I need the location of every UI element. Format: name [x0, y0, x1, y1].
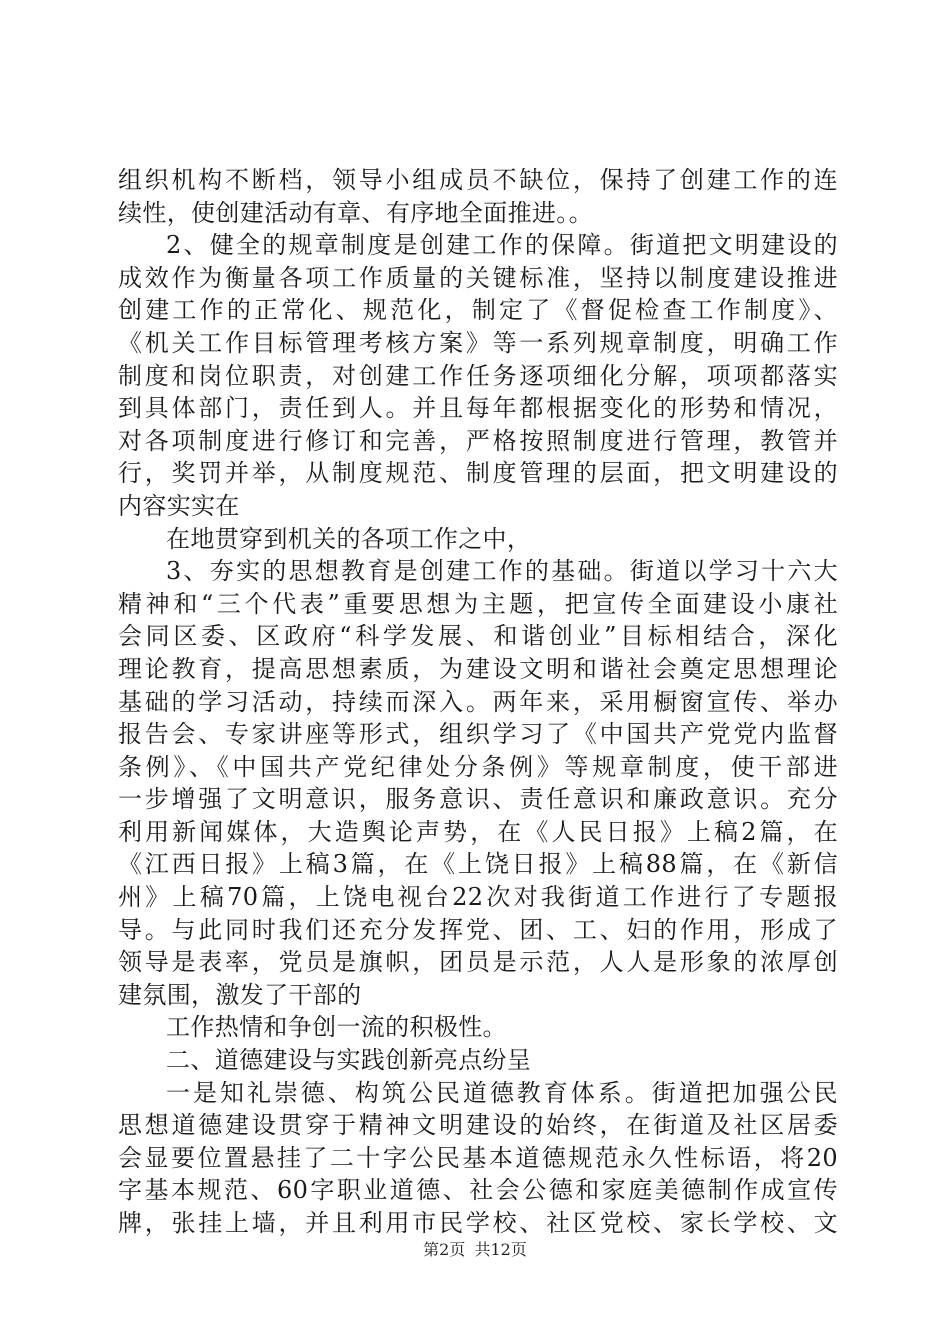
text-line: 《机关工作目标管理考核方案》等一系列规章制度，明确工作 — [118, 328, 838, 357]
text-line: 条例》、《中国共产党纪律处分条例》等规章制度，使干部进 — [118, 752, 838, 781]
text-line: 一步增强了文明意识，服务意识、责任意识和廉政意识。充分 — [118, 785, 838, 814]
text-line: 会同区委、区政府“科学发展、和谐创业”目标相结合，深化 — [118, 622, 838, 651]
text-line: 利用新闻媒体，大造舆论声势，在《人民日报》上稿2篇，在 — [118, 817, 838, 846]
text-line: 内容实实在 — [118, 491, 240, 520]
text-line: 字基本规范、60字职业道德、社会公德和家庭美德制作成宣传 — [118, 1176, 838, 1205]
text-line: 工作热情和争创一流的积极性。 — [166, 1013, 507, 1042]
page-footer — [0, 1240, 950, 1260]
text-line: 制度和岗位职责，对创建工作任务逐项细化分解，项项都落实 — [118, 361, 838, 390]
text-line: 建氛围，激发了干部的 — [118, 980, 362, 1009]
text-line: 成效作为衡量各项工作质量的关键标准，坚持以制度建设推进 — [118, 263, 838, 292]
text-line: 报告会、专家讲座等形式，组织学习了《中国共产党党内监督 — [118, 720, 838, 749]
text-line: 基础的学习活动，持续而深入。两年来，采用橱窗宣传、举办 — [118, 687, 838, 716]
text-line: 牌，张挂上墙，并且利用市民学校、社区党校、家长学校、文 — [118, 1209, 838, 1237]
text-line: 创建工作的正常化、规范化，制定了《督促检查工作制度》、 — [118, 296, 838, 325]
text-line: 思想道德建设贯穿于精神文明建设的始终，在街道及社区居委 — [118, 1111, 838, 1140]
text-line: 续性，使创建活动有章、有序地全面推进。。 — [118, 198, 593, 227]
text-line: 理论教育，提高思想素质，为建设文明和谐社会奠定思想理论 — [118, 654, 838, 683]
text-line: 州》上稿70篇，上饶电视台22次对我街道工作进行了专题报 — [118, 883, 838, 912]
text-line: 行，奖罚并举，从制度规范、制度管理的层面，把文明建设的 — [118, 459, 838, 488]
text-line: 到具体部门，责任到人。并且每年都根据变化的形势和情况， — [118, 394, 838, 423]
text-line: 2、健全的规章制度是创建工作的保障。街道把文明建设的 — [166, 231, 838, 260]
text-line: 《江西日报》上稿3篇，在《上饶日报》上稿88篇，在《新信 — [118, 850, 838, 879]
text-line: 对各项制度进行修订和完善，严格按照制度进行管理，教管并 — [118, 426, 838, 455]
text-line: 领导是表率，党员是旗帜，团员是示范，人人是形象的浓厚创 — [118, 948, 838, 977]
page-number-total: 共12页 — [474, 1240, 527, 1259]
text-line: 3、夯实的思想教育是创建工作的基础。街道以学习十六大 — [166, 557, 838, 586]
page-number-current: 第2页 — [423, 1240, 466, 1259]
text-line: 一是知礼崇德、构筑公民道德教育体系。街道把加强公民 — [166, 1078, 838, 1107]
text-line: 在地贯穿到机关的各项工作之中， — [166, 524, 532, 553]
text-line: 二、道德建设与实践创新亮点纷呈 — [166, 1046, 532, 1075]
text-line: 会显要位置悬挂了二十字公民基本道德规范永久性标语，将20 — [118, 1143, 838, 1172]
text-line: 组织机构不断档，领导小组成员不缺位，保持了创建工作的连 — [118, 166, 838, 194]
text-line: 导。与此同时我们还充分发挥党、团、工、妇的作用，形成了 — [118, 915, 838, 944]
text-line: 精神和“三个代表”重要思想为主题，把宣传全面建设小康社 — [118, 589, 838, 618]
document-body — [118, 164, 838, 1240]
